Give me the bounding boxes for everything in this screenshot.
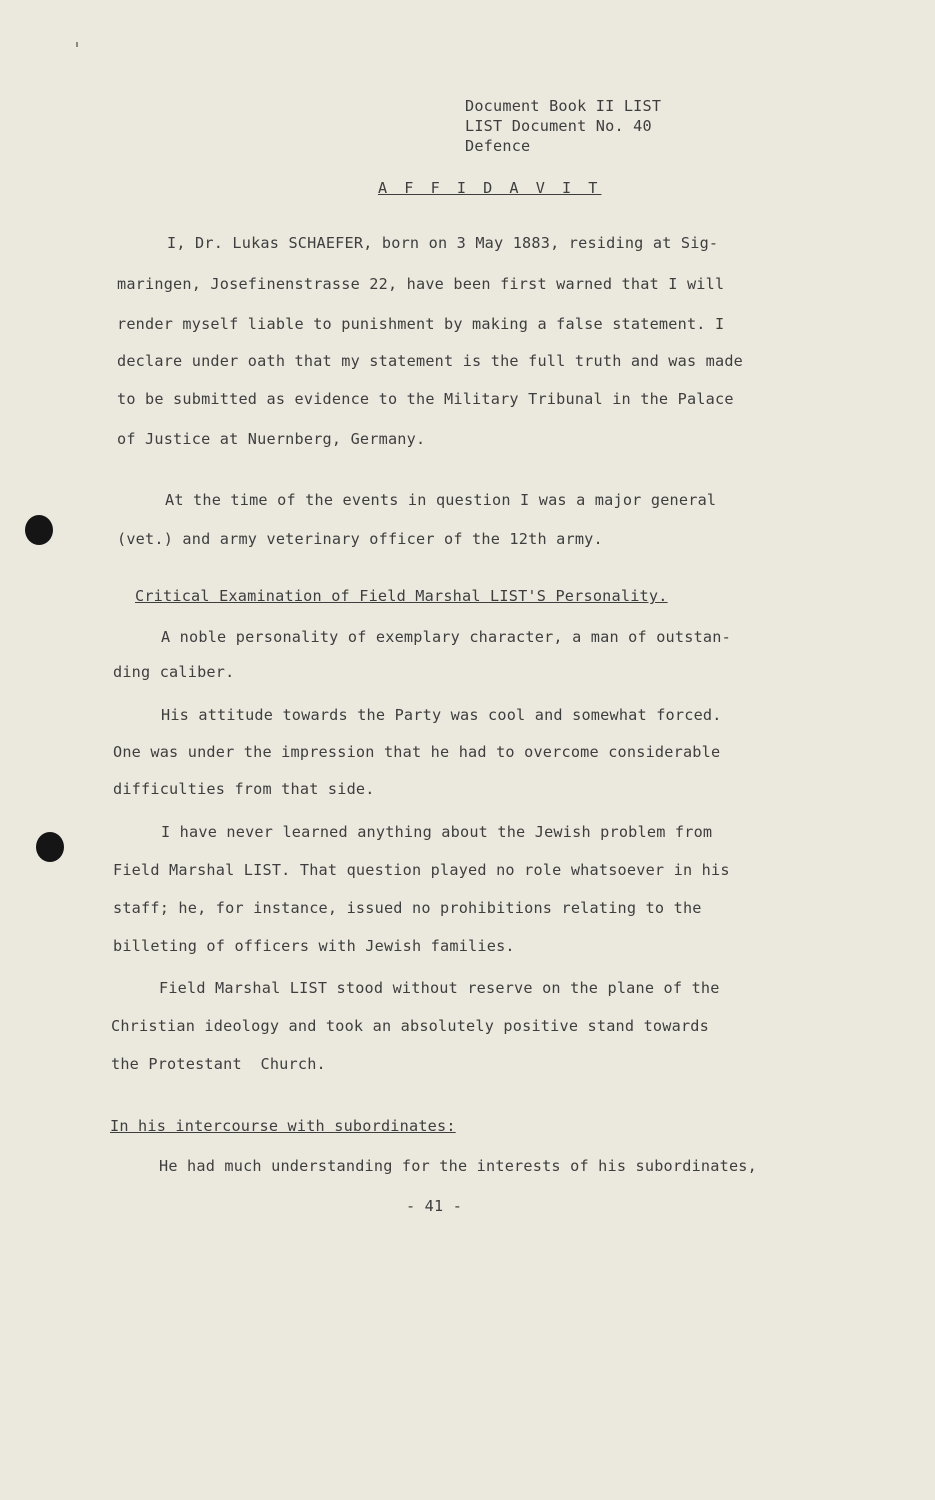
p5-line-4: billeting of officers with Jewish families. xyxy=(113,937,515,955)
p2-line-2: (vet.) and army veterinary officer of the 12th army. xyxy=(117,530,603,548)
p4-line-3: difficulties from that side. xyxy=(113,780,375,798)
p1-line-1: I, Dr. Lukas SCHAEFER, born on 3 May 1883, residing at Sig- xyxy=(167,234,719,252)
header-line-1: Document Book II LIST xyxy=(465,97,662,115)
p1-line-5: to be submitted as evidence to the Military Tribunal in the Palace xyxy=(117,390,734,408)
p7-line-1: He had much understanding for the interests of his subordinates, xyxy=(159,1157,757,1175)
p4-line-2: One was under the impression that he had to overcome considerable xyxy=(113,743,721,761)
punch-hole-bottom xyxy=(36,832,64,862)
p1-line-2: maringen, Josefinenstrasse 22, have been first warned that I will xyxy=(117,275,725,293)
p1-line-6: of Justice at Nuernberg, Germany. xyxy=(117,430,426,448)
p6-line-3: the Protestant Church. xyxy=(111,1055,326,1073)
p1-line-3: render myself liable to punishment by making a false statement. I xyxy=(117,315,725,333)
p3-line-1: A noble personality of exemplary character, a man of outstan- xyxy=(161,628,731,646)
p1-line-4: declare under oath that my statement is the full truth and was made xyxy=(117,352,744,370)
p5-line-1: I have never learned anything about the Jewish problem from xyxy=(161,823,713,841)
document-title: A F F I D A V I T xyxy=(378,179,602,197)
section-heading-subordinates: In his intercourse with subordinates: xyxy=(110,1117,456,1135)
p5-line-3: staff; he, for instance, issued no prohibitions relating to the xyxy=(113,899,702,917)
p6-line-2: Christian ideology and took an absolutely positive stand towards xyxy=(111,1017,709,1035)
header-line-3: Defence xyxy=(465,137,531,155)
p5-line-2: Field Marshal LIST. That question played no role whatsoever in his xyxy=(113,861,730,879)
p6-line-1: Field Marshal LIST stood without reserve on the plane of the xyxy=(159,979,720,997)
header-line-2: LIST Document No. 40 xyxy=(465,117,652,135)
p2-line-1: At the time of the events in question I was a major general xyxy=(165,491,717,509)
paper-speck xyxy=(76,42,78,47)
p4-line-1: His attitude towards the Party was cool and somewhat forced. xyxy=(161,706,722,724)
page-number: - 41 - xyxy=(406,1197,463,1215)
p3-line-2: ding caliber. xyxy=(113,663,235,681)
punch-hole-top xyxy=(25,515,53,545)
section-heading-personality: Critical Examination of Field Marshal LIST'S Personality. xyxy=(135,587,668,605)
